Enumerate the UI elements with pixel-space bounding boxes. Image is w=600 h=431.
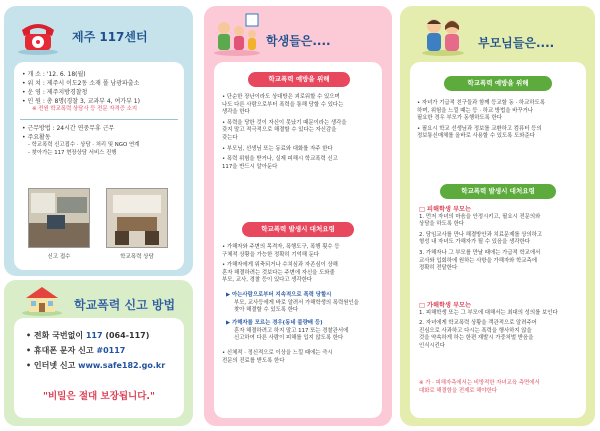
divider <box>20 119 178 120</box>
list-item: 전문의 진료를 받도록 한다 <box>222 357 285 364</box>
list-item: 형성 내 자녀도 가해자가 될 수 있음을 생각한다 <box>419 239 530 246</box>
report-title: 학교폭력 신고 방법 <box>74 298 176 312</box>
list-item: 것을 약속하게 하는 한편 재발시 가중처벌 받음을 <box>419 335 534 342</box>
report-methods <box>26 328 165 373</box>
list-item: • 자녀가 기급적 친구들과 함께 등교할 동 · 하교하도록 <box>417 100 545 106</box>
center-title: 제주 117센터 <box>72 30 148 44</box>
list-item: • 가해자와 주변의 목격자, 폭행도구, 폭행 횟수 등 <box>222 244 340 250</box>
school-house-icon <box>20 284 64 316</box>
center-info-list <box>22 70 140 114</box>
center-info-operator: • 운 영 : 제주지방경찰청 <box>22 89 88 96</box>
list-item: 1. 먼저 자녀의 마음을 안정시키고, 필요시 전문의와 <box>419 213 541 220</box>
list-item: 인식시킨다 <box>419 342 446 349</box>
students-prevention-list <box>222 94 347 171</box>
list-item: 구체적 상황을 가능한 정확히 기억해 둔다 <box>222 251 320 258</box>
list-item: • 필요시 학교 선생님과 정보를 교환하고 컴퓨터 등의 <box>417 125 542 132</box>
parents-prevention-header: 학교폭력 예방을 위해 <box>444 76 552 91</box>
center-duty-item: - 찾아가는 117 현장상담 서비스 진행 <box>28 149 117 156</box>
list-item: 생각을 한다 <box>222 109 250 116</box>
center-duty-list <box>22 124 139 157</box>
report-phone <box>26 328 165 343</box>
report-web-label: • 인터넷 신고 <box>26 361 79 370</box>
parents-victim <box>419 206 542 273</box>
list-item: • 단순한 장난이라도 상대방은 괴로워할 수 있으며 <box>222 94 340 100</box>
center-info-open: • 개 소 : '12. 6. 18(월) <box>22 71 86 78</box>
list-item: 1. 피해학생 또는 그 부모에 대해서는 최대의 성의를 보인다 <box>419 309 558 316</box>
list-item: 하며, 위험을 느낄 때는 등 · 하교 방법을 바꾸거나 <box>417 107 534 114</box>
list-item: 필요한 경우 부모가 동행하도록 한다 <box>417 115 502 122</box>
report-web-url: www.safe182.go.kr <box>78 361 166 370</box>
parents-incident-header: 학교폭력 발생시 대처요령 <box>440 184 556 199</box>
list-item: 2. 자녀에게 학교폭력 상황을 객관적으로 알려주어 <box>419 320 537 327</box>
report-sms-label: • 휴대폰 문자 신고 <box>26 346 97 355</box>
list-item: 3. 가해자나 그 부모를 만날 때에는 가급적 학교에서 <box>419 249 541 256</box>
report-phone-number: 117 <box>85 331 103 340</box>
center-note: ※ 전원 학교폭력 상담사 등 전문 자격증 소지 <box>32 106 138 112</box>
report-sms <box>26 343 165 358</box>
students-incident-list <box>222 244 340 285</box>
telephone-icon <box>16 16 60 56</box>
parents-offender-title: □ 가해학생 부모는 <box>419 302 471 309</box>
report-web <box>26 358 165 373</box>
students-sub1 <box>226 292 359 315</box>
warning-line: ※ 가 · 피해자측에서는 비방적한 자녀교육 측면에서 <box>419 380 540 386</box>
warning-line: 대화로 해결함을 전제로 해야한다 <box>419 387 498 394</box>
photo-counseling <box>106 188 168 248</box>
list-item: • 폭력 위험을 받거나, 실제 피해시 학교폭력 신고 <box>222 156 338 163</box>
list-item: • 부모님, 선생님 또는 동료와 대화를 자주 한다 <box>222 145 333 152</box>
report-secret: "비밀은 절대 보장됩니다." <box>43 391 155 402</box>
list-item: 찾아 해결할 수 있도록 한다 <box>234 307 299 314</box>
photo-caption-reception: 신고 접수 <box>47 254 71 260</box>
students-family-icon <box>212 12 262 56</box>
center-duty: • 근무방법 : 24시간 연중무휴 근무 <box>22 125 115 132</box>
parents-panel <box>400 6 595 426</box>
parents-box <box>410 62 586 418</box>
center-duty-item: - 학교폭력 신고접수 · 상담 · 처리 및 NGO 연계 <box>28 142 140 148</box>
parents-title: 부모님들은.... <box>478 36 555 50</box>
students-box <box>214 62 382 418</box>
parents-victim-title: □ 피해학생 부모는 <box>419 206 471 213</box>
report-phone-label: • 전화 국번없이 <box>26 331 86 340</box>
list-item: 부모, 교사등에게 바로 알려서 가해학생의 폭력원인을 <box>234 299 359 306</box>
list-item: 정확히 전달한다 <box>419 265 458 272</box>
students-prevention-header: 학교폭력 예방을 위해 <box>248 72 350 87</box>
report-phone-alt: (064-117) <box>102 331 150 340</box>
list-item: 혼자 해결하려고 하지 말고 117 또는 경찰관서에 <box>234 327 349 334</box>
photo-caption-counseling: 학교폭력 상담 <box>120 254 154 260</box>
parents-offender <box>419 302 558 351</box>
list-item: • 가해자에게 위축되거나 수치심과 자존심이 상해 <box>222 262 338 269</box>
center-info-location: • 위 치 : 제주시 이도2동 소재 폴 남광파출소 <box>22 80 140 87</box>
list-item: 갖지 말고 적극적으로 해결할 수 있다는 자신감을 <box>222 127 337 134</box>
list-item: 혼자 해결하려는 것보다는 주변에 자신을 도와줄 <box>222 269 335 276</box>
report-panel <box>4 280 193 426</box>
students-title: 학생들은.... <box>266 34 331 48</box>
list-item: 교사와 입회하에 원하는 사항을 가해자와 학교측에 <box>419 257 537 264</box>
students-sub1-title: ▶ 아는사람으로부터 지속적으로 폭력 당할시 <box>226 292 332 298</box>
list-item: 신고하여 다른 사람이 피해를 입지 않도록 한다 <box>234 335 344 342</box>
center-duties-title: • 주요활동 <box>22 134 51 141</box>
center-panel <box>4 6 193 276</box>
list-item: 부모, 교사, 경찰 등이 있다고 생각한다 <box>222 277 313 284</box>
students-panel <box>204 6 392 426</box>
parents-prevention-list <box>417 100 545 141</box>
list-item: 나도 다른 사람으로부터 폭력을 통해 당할 수 있다는 <box>222 101 344 108</box>
students-sub2-title: ▶ 가해자를 모르는 경우(동네 불량배 등) <box>226 320 323 326</box>
list-item: 정보통신매체를 올바로 사용할 수 있도록 도와준다 <box>417 133 535 140</box>
list-item: 2. 담임교사를 만나 해결방안과 치료문제를 상의하고 <box>419 231 543 238</box>
parents-warning <box>419 380 540 395</box>
list-item: • 폭력을 당한 것이 자신이 못났기 때문이라는 생각을 <box>222 119 347 126</box>
list-item: 상담을 하도록 한다 <box>419 221 465 228</box>
students-last <box>222 350 333 365</box>
list-item: 갖는다 <box>222 134 238 141</box>
parents-couple-icon <box>420 14 466 56</box>
photo-report-reception <box>28 188 90 248</box>
students-sub2 <box>226 320 348 343</box>
list-item: 117을 반드시 알아둔다 <box>222 163 278 170</box>
list-item: • 신체적 · 정신적으로 이상을 느낄 때에는 즉시 <box>222 350 333 356</box>
students-incident-header: 학교폭력 발생시 대처요령 <box>242 222 354 237</box>
report-sms-number: #0117 <box>96 346 126 355</box>
list-item: 진심으로 사과하고 다시는 폭력을 행사하지 않을 <box>419 327 532 334</box>
center-info-staff: • 인 원 : 총 8명(경찰 3, 교과부 4, 여가부 1) <box>22 98 140 105</box>
report-box <box>14 318 184 418</box>
center-info-box <box>14 62 184 270</box>
